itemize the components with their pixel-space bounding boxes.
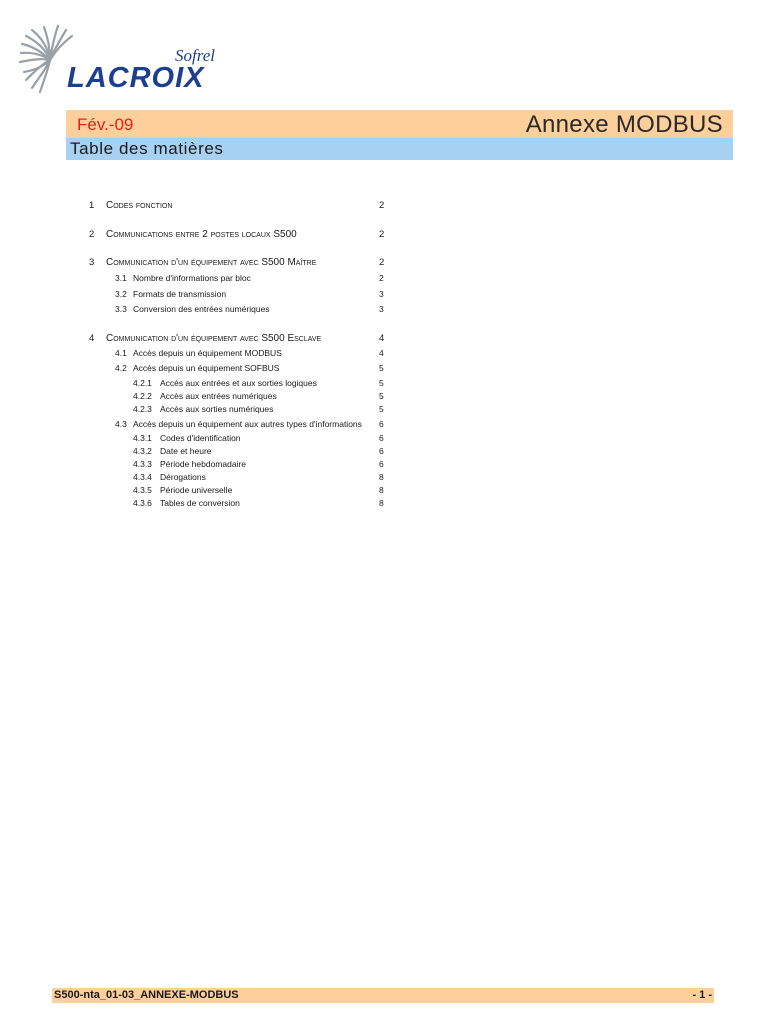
toc-entry-label: Communication d'un équipement avec S500 Maître (106, 257, 317, 268)
toc-entry-number: 4.3.6 (133, 498, 152, 508)
toc-entry[interactable] (0, 404, 400, 418)
toc-entry-label: Accès depuis un équipement SOFBUS (133, 363, 280, 373)
toc-entry[interactable] (0, 485, 400, 499)
toc-entry-number: 2 (89, 229, 95, 240)
toc-entry-page: 2 (379, 257, 385, 268)
logo-sofrel-text: Sofrel (175, 46, 215, 65)
toc-entry-label: Codes fonction (106, 200, 173, 211)
toc-entry-number: 4.3 (115, 419, 127, 429)
toc-entry-number: 4.3.5 (133, 485, 152, 495)
toc-entry-page: 8 (379, 472, 384, 482)
toc-entry[interactable] (0, 391, 400, 405)
toc-entry-page: 8 (379, 485, 384, 495)
toc-entry[interactable] (0, 304, 400, 318)
toc-entry-number: 4 (89, 333, 95, 344)
toc-entry-page: 2 (379, 273, 384, 283)
toc-entry-label: Accès depuis un équipement MODBUS (133, 348, 282, 358)
toc-entry-label: Communications entre 2 postes locaux S500 (106, 229, 297, 240)
toc-entry-label: Accès aux entrées numériques (160, 391, 277, 401)
toc-entry-page: 6 (379, 433, 384, 443)
header-band (66, 110, 733, 138)
toc-entry-page: 3 (379, 304, 384, 314)
toc-entry-number: 4.3.1 (133, 433, 152, 443)
toc-entry-page: 4 (379, 333, 385, 344)
company-logo (14, 20, 234, 100)
toc-entry[interactable] (0, 229, 400, 243)
toc-entry-label: Codes d'identification (160, 433, 241, 443)
toc-entry-number: 3 (89, 257, 95, 268)
toc-entry-number: 4.3.2 (133, 446, 152, 456)
toc-entry-page: 5 (379, 404, 384, 414)
toc-entry[interactable] (0, 348, 400, 362)
toc-entry-label: Tables de conversion (160, 498, 240, 508)
toc-entry[interactable] (0, 333, 400, 347)
toc-entry-page: 2 (379, 200, 385, 211)
toc-entry[interactable] (0, 446, 400, 460)
toc-entry-page: 6 (379, 459, 384, 469)
toc-entry-label: Nombre d'informations par bloc (133, 273, 251, 283)
document-date: Fév.-09 (77, 115, 134, 134)
toc-entry-label: Communication d'un équipement avec S500 Esclave (106, 333, 322, 344)
toc-header-band (66, 138, 733, 160)
toc-entry-number: 4.2 (115, 363, 127, 373)
toc-heading: Table des matières (70, 139, 224, 158)
toc-entry-label: Conversion des entrées numériques (133, 304, 270, 314)
toc-entry[interactable] (0, 498, 400, 512)
toc-entry-number: 3.2 (115, 289, 127, 299)
toc-entry[interactable] (0, 363, 400, 377)
toc-entry-number: 1 (89, 200, 95, 211)
toc-entry-page: 3 (379, 289, 384, 299)
toc-entry-page: 6 (379, 419, 384, 429)
footer-page-number: - 1 - (692, 989, 712, 1001)
toc-entry-number: 4.2.3 (133, 404, 152, 414)
toc-entry-label: Accès depuis un équipement aux autres types d'informations (133, 419, 362, 429)
footer-doc-ref: S500-nta_01-03_ANNEXE-MODBUS (54, 989, 239, 1001)
footer-band (52, 988, 714, 1003)
toc-entry-number: 4.3.4 (133, 472, 152, 482)
toc-entry[interactable] (0, 289, 400, 303)
toc-entry-number: 4.2.2 (133, 391, 152, 401)
toc-entry-number: 4.2.1 (133, 378, 152, 388)
logo-lacroix-text: LACROIX (67, 62, 205, 94)
toc-entry-page: 6 (379, 446, 384, 456)
toc-entry-number: 3.3 (115, 304, 127, 314)
toc-entry-number: 4.1 (115, 348, 127, 358)
toc-entry-label: Dérogations (160, 472, 206, 482)
toc-entry[interactable] (0, 433, 400, 447)
toc-entry-label: Accès aux entrées et aux sorties logiques (160, 378, 317, 388)
toc-entry-number: 3.1 (115, 273, 127, 283)
toc-entry[interactable] (0, 273, 400, 287)
toc-entry-label: Formats de transmission (133, 289, 227, 299)
toc-entry[interactable] (0, 257, 400, 271)
toc-entry-page: 8 (379, 498, 384, 508)
toc-entry[interactable] (0, 200, 400, 214)
toc-entry-label: Accès aux sorties numériques (160, 404, 274, 414)
toc-entry-page: 4 (379, 348, 384, 358)
toc-entry-number: 4.3.3 (133, 459, 152, 469)
toc-entry-label: Période universelle (160, 485, 233, 495)
toc-entry[interactable] (0, 459, 400, 473)
document-title: Annexe MODBUS (525, 111, 723, 138)
toc-entry-page: 5 (379, 378, 384, 388)
toc-entry-label: Date et heure (160, 446, 212, 456)
toc-entry-page: 5 (379, 391, 384, 401)
toc-entry-page: 2 (379, 229, 385, 240)
toc-entry[interactable] (0, 378, 400, 392)
toc-entry[interactable] (0, 419, 400, 433)
toc-entry-label: Période hebdomadaire (160, 459, 247, 469)
toc-entry[interactable] (0, 472, 400, 486)
toc-entry-page: 5 (379, 363, 384, 373)
